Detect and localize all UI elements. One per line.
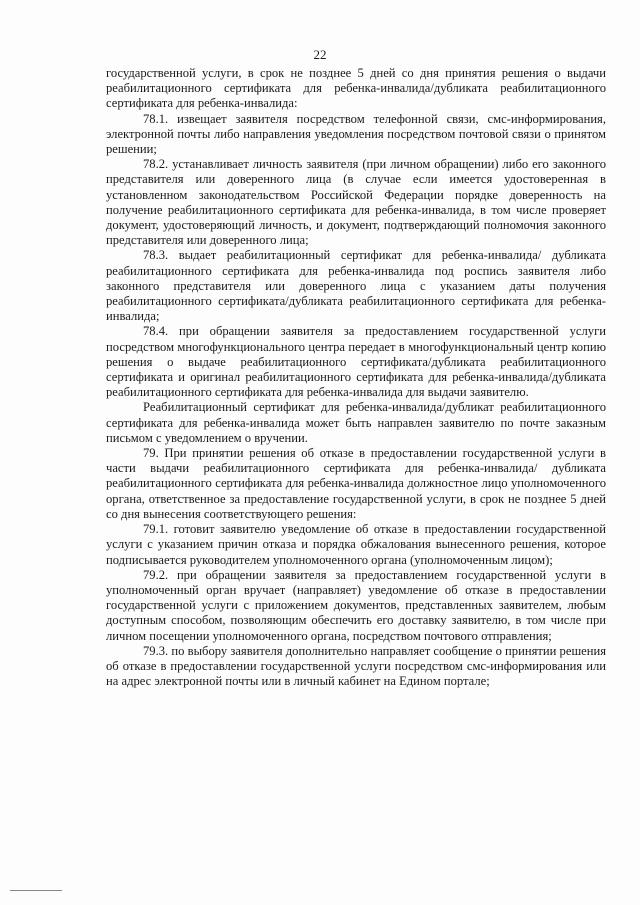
- paragraph-78-2: 78.2. устанавливает личность заявителя (при личном обращении) либо его законного представителя или доверенного лица (в случае если имеется удостоверенная в установленном законодательством Российской Федерации порядке доверенность на получение реабилитационного сертификата для ребенка-инвалида, в том числе проверяет документ, удостоверяющий личность, и документ, подтверждающий полномочия законного представителя или доверенного лица;: [106, 157, 606, 248]
- paragraph-78-4: 78.4. при обращении заявителя за предоставлением государственной услуги посредством многофункционального центра передает в многофункциональный центр копию решения о выдаче реабилитационного сертификата/дубликата реабилитационного сертификата и оригинал реабилитационного сертификата для ребенка-инвалида/дубликата реабилитационного сертификата для ребенка-инвалида для выдачи заявителю.: [106, 324, 606, 400]
- scan-edge-mark: [10, 890, 62, 891]
- page-number: 22: [313, 47, 327, 62]
- paragraph-78-3: 78.3. выдает реабилитационный сертификат для ребенка-инвалида/ дубликата реабилитационного сертификата для ребенка-инвалида под роспись заявителя либо законного представителя или доверенного лица с указанием даты получения реабилитационного сертификата/дубликата реабилитационного сертификата для ребенка-инвалида;: [106, 248, 606, 324]
- paragraph-78-note: Реабилитационный сертификат для ребенка-инвалида/дубликат реабилитационного сертификата для ребенка-инвалида может быть направлен заявителю по почте заказным письмом с уведомлением о вручении.: [106, 400, 606, 445]
- document-body: [106, 66, 606, 689]
- paragraph-79-2: 79.2. при обращении заявителя за предоставлением государственной услуги в уполномоченный орган вручает (направляет) уведомление об отказе в предоставлении государственной услуги с приложением документов, представленных заявителем, любым доступным способом, позволяющим обеспечить его доставку заявителю, в том числе при личном посещении уполномоченного органа, посредством почтового отправления;: [106, 567, 606, 643]
- paragraph-78-1: 78.1. извещает заявителя посредством телефонной связи, смс-информирования, электронной почты либо направления уведомления посредством почтовой связи о принятом решении;: [106, 111, 606, 157]
- paragraph-intro-continuation: государственной услуги, в срок не позднее 5 дней со дня принятия решения о выдачи реабилитационного сертификата для ребенка-инвалида/дубликата реабилитационного сертификата для ребенка-инвалида:: [106, 66, 606, 111]
- paragraph-79-1: 79.1. готовит заявителю уведомление об отказе в предоставлении государственной услуги с указанием причин отказа и порядка обжалования вынесенного решения, которое подписывается руководителем уполномоченного органа (уполномоченным лицом);: [106, 522, 606, 567]
- paragraph-79-3: 79.3. по выбору заявителя дополнительно направляет сообщение о принятии решения об отказе в предоставлении государственной услуги посредством смс-информирования или на адрес электронной почты или в личный кабинет на Едином портале;: [106, 643, 606, 689]
- paragraph-79: 79. При принятии решения об отказе в предоставлении государственной услуги в части выдачи реабилитационного сертификата для ребенка-инвалида/ дубликата реабилитационного сертификата для ребенка-инвалида должностное лицо уполномоченного органа, ответственное за предоставление государственной услуги, в срок не позднее 5 дней со дня вынесения соответствующего решения:: [106, 446, 606, 521]
